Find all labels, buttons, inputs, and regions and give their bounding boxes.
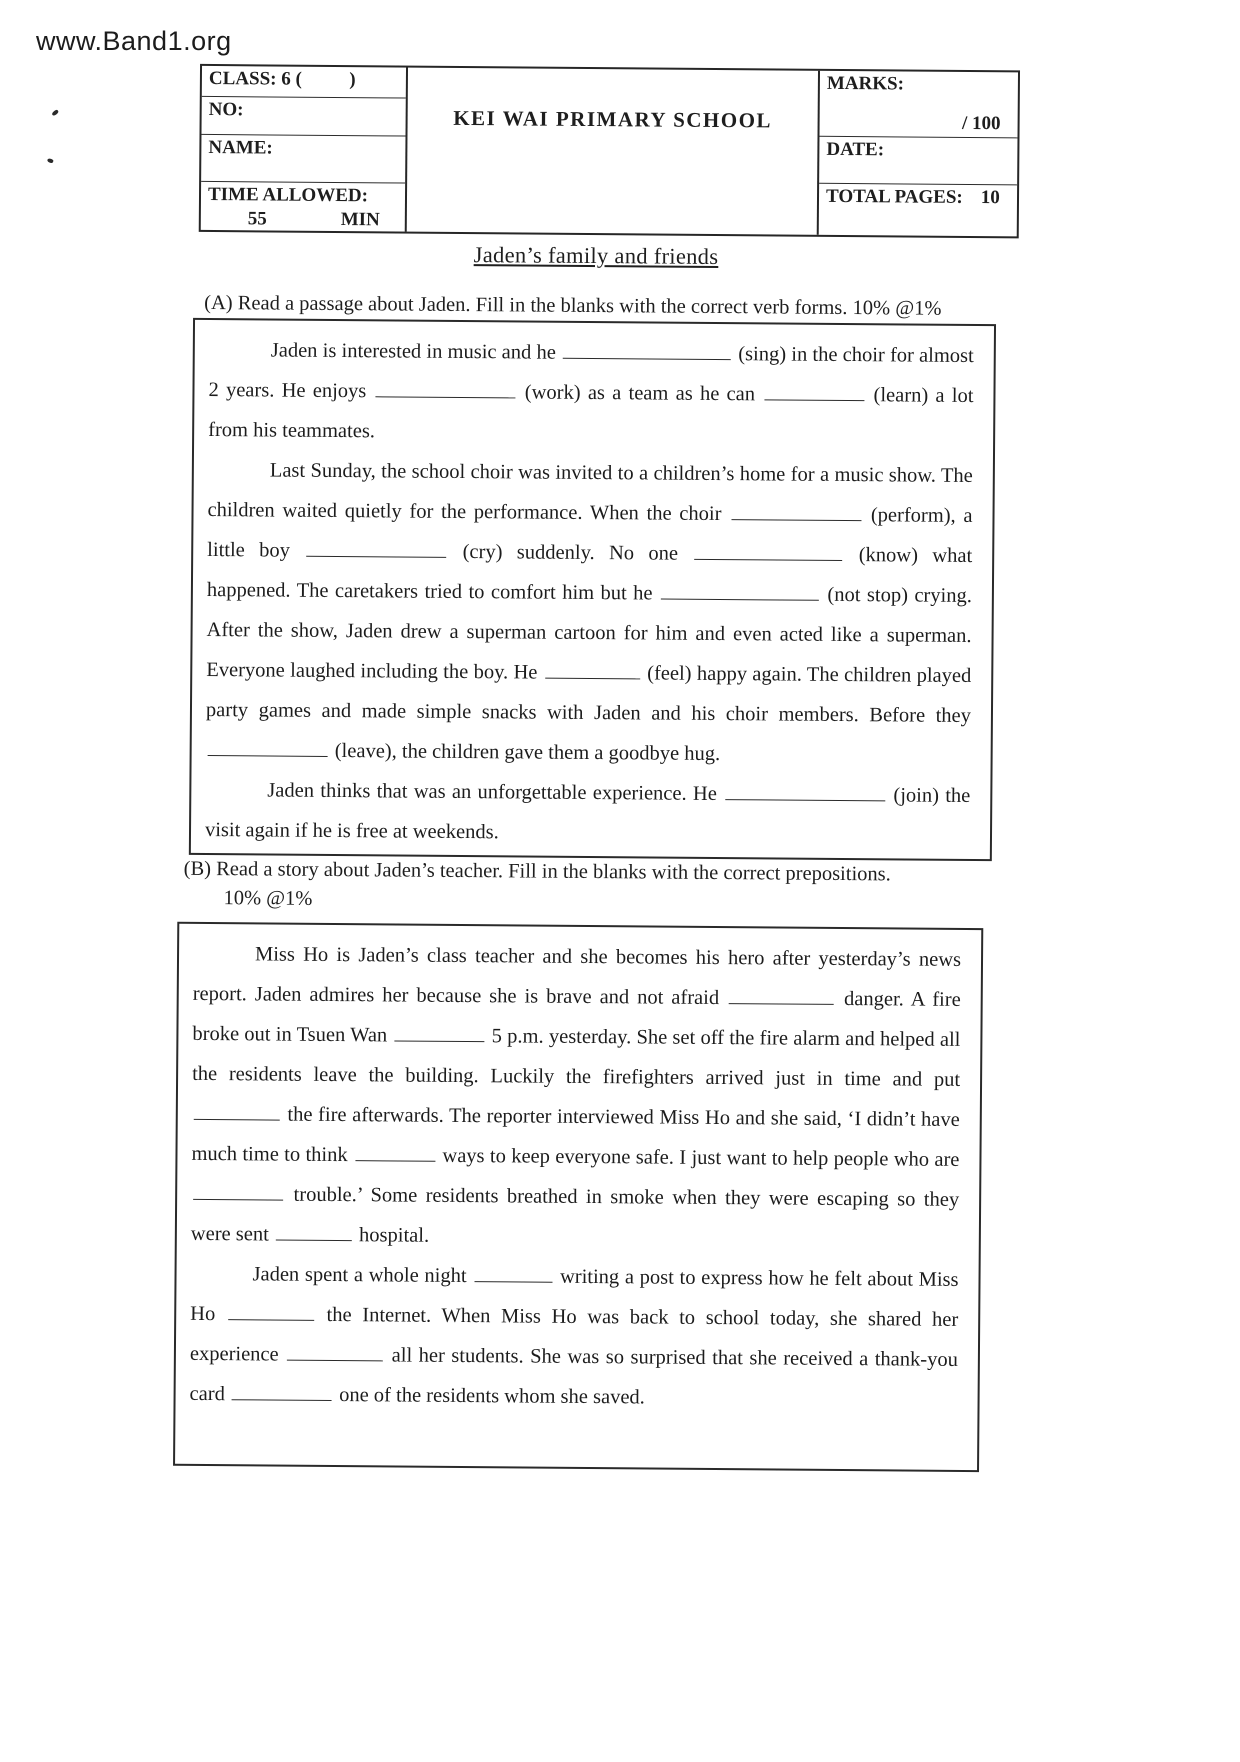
answer-blank[interactable] [194,1104,280,1121]
passage-a-paragraph-3: Jaden thinks that was an unforgettable experience. He (join) the visit again if he is free at weekends. [204,779,971,844]
marks-column [817,71,1018,237]
answer-blank[interactable] [474,1266,552,1283]
total-pages-field [819,184,1017,237]
passage-a-paragraph-2: Last Sunday, the school choir was invited to a children’s home for a music show. The children waited quietly for the performance. When the choir (perform), a little boy (cry) suddenly. No one (know) what happened. The caretakers tried to comfort him but he (not stop) crying. After the show, Jaden drew a superman cartoon for him and even acted like a superman. Everyone laughed including the boy. He (feel) happy again. The children played party games and made simple snacks with Jaden and his choir members. Before they (leave), the children gave them a goodbye hug. [205,459,973,766]
watermark: www.Band1.org [36,26,232,56]
student-number-field: NO: [201,97,405,137]
marks-field [819,71,1018,139]
time-allowed-label: TIME ALLOWED: [207,183,369,207]
scan-artifact [47,158,54,164]
passage-b-paragraph-1: Miss Ho is Jaden’s class teacher and she becomes his hero after yesterday’s news report. Jaden admires her because she is brave and not afraid danger. A fire broke out in Tsuen Wan 5 p.m. yesterday. She set off the fire alarm and helped all the residents leave the building. Luckily the firefighters arrived just in time and put the fire afterwards. The reporter interviewed Miss Ho and she said, ‘I didn’t have much time to think ways to keep everyone safe. I just want to help people who are trouble.’ Some residents breathed in smoke when they were escaping so they were sent hospital. [190,943,962,1247]
section-b-instruction [183,858,993,916]
answer-blank[interactable] [729,988,834,1005]
passage-b-box [173,922,983,1472]
marks-label: MARKS: [826,72,905,95]
answer-blank[interactable] [563,343,731,360]
passage-b-paragraph-2: Jaden spent a whole night writing a post to express how he felt about Miss Ho the Internet. When Miss Ho was back to school today, she shared her experience all her students. She was so surprised that she received a thank-you card one of the residents whom she saved. [189,1263,959,1409]
answer-blank[interactable] [232,1384,332,1401]
answer-blank[interactable] [731,504,861,521]
answer-blank[interactable] [276,1225,352,1242]
total-pages-label: TOTAL PAGES: [825,185,963,208]
section-a-instruction: (A) Read a passage about Jaden. Fill in the blanks with the correct verb forms. 10% @1% [204,291,942,320]
school-name: KEI WAI PRIMARY SCHOOL [453,105,773,133]
answer-blank[interactable] [208,740,328,757]
total-pages-value: 10 [980,187,1000,209]
answer-blank[interactable] [355,1145,435,1162]
answer-blank[interactable] [725,784,885,801]
time-allowed-value: 55 [247,208,267,230]
answer-blank[interactable] [694,544,842,561]
answer-blank[interactable] [394,1025,484,1042]
date-field: DATE: [819,137,1017,186]
answer-blank[interactable] [287,1345,383,1362]
passage-a-paragraph-1: Jaden is interested in music and he (sing) in the choir for almost 2 years. He enjoys (work) as a team as he can (learn) a lot from his teammates. [208,339,974,443]
answer-blank[interactable] [228,1304,314,1321]
answer-blank[interactable] [193,1184,283,1201]
section-b-instruction-line1: (B) Read a story about Jaden’s teacher. Fill in the blanks with the correct prepositions. [183,857,891,886]
marks-total: / 100 [961,112,1001,135]
section-b-instruction-line2: 10% @1% [223,887,313,910]
class-field: CLASS: 6 ( ) [202,66,406,99]
name-field: NAME: [201,135,405,184]
answer-blank[interactable] [545,663,640,680]
time-allowed-field [201,182,405,232]
scan-artifact [51,109,59,116]
answer-blank[interactable] [376,381,516,398]
page-title: Jaden’s family and friends [473,242,719,269]
answer-blank[interactable] [661,584,819,601]
time-allowed-unit: MIN [340,209,380,231]
answer-blank[interactable] [764,384,864,401]
passage-a-box [189,318,996,861]
student-info-column [201,66,408,232]
answer-blank[interactable] [306,541,446,558]
exam-header-table [199,64,1020,238]
